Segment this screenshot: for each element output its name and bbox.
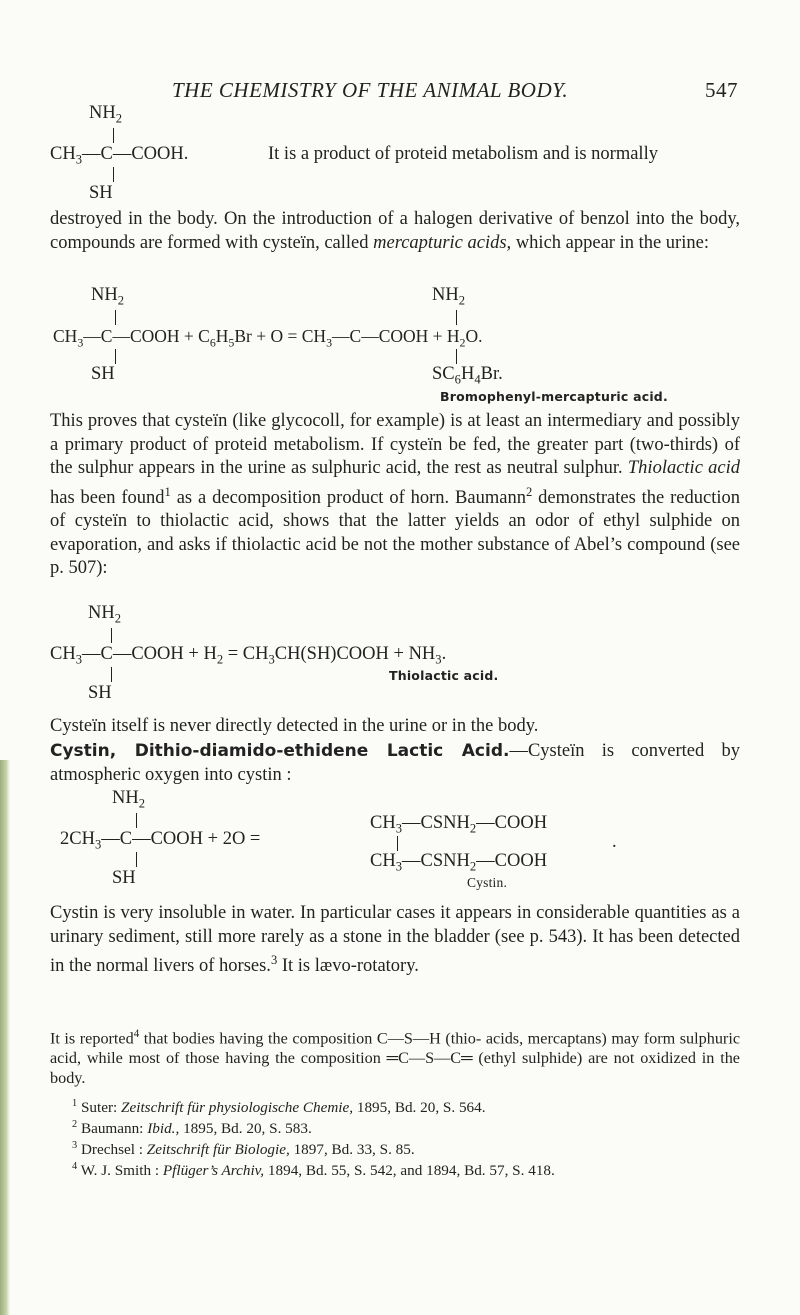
footnote-2: $^2$ Baumann: Ibid., 1895, Bd. 20, S. 583. <box>72 1119 312 1138</box>
formula-left: $2CH_3—C—COOH + 2O$ = <box>60 829 261 852</box>
bond-line <box>456 349 457 364</box>
paragraph-cystin-properties: Cystin is very insoluble in water. In particular cases it appears in considerable quantities as a urinary sediment, still more rarely as a stone in the bladder (see p. 543). It has been detected in the normal livers of horses.$^3$ It is lævo-rotatory. <box>50 903 740 977</box>
formula-bottom-group: SH <box>112 868 136 888</box>
bond-line <box>111 628 112 643</box>
bond-line <box>397 836 398 851</box>
footnote-4: $^4$ W. J. Smith : Pflüger’s Archiv, 1894, Bd. 55, S. 542, and 1894, Bd. 57, S. 418. <box>72 1161 555 1180</box>
formula-equation: $CH_3—C—COOH + C_6H_5Br + O$ = $CH_3—C—COOH + H_2O$. <box>53 326 483 350</box>
paragraph-thio-compounds: It is reported$^4$ that bodies having the composition C—S—H (thio- acids, mercaptans) may form sulphuric acid, while most of those having the composition ═C—S—C═ (ethyl sulphide) are not oxidized in the body. <box>50 1028 740 1088</box>
formula-sh-left: SH <box>91 364 115 384</box>
formula-label: Thiolactic acid. <box>389 668 499 683</box>
paragraph-cystein-detection: Cysteïn itself is never directly detected in the urine or in the body. <box>50 716 539 736</box>
formula-inline-text: It is a product of proteid metabolism and is normally <box>268 144 658 164</box>
footnote-ref-1: 1 <box>164 484 171 499</box>
formula-right-top: $CH_3—CSNH_2—COOH$ <box>370 813 548 836</box>
paragraph-mercapturic: destroyed in the body. On the introduction of a halogen derivative of benzol into the body, compounds are formed with cysteïn, called mercapturic acids, which appear in the urine: <box>50 209 740 253</box>
running-header: THE CHEMISTRY OF THE ANIMAL BODY. <box>172 78 569 102</box>
formula-top-group: $NH_2$ <box>88 603 122 626</box>
formula-label: Cystin. <box>467 875 508 890</box>
formula-nh2-right: $NH_2$ <box>432 285 466 308</box>
bond-line <box>115 349 116 364</box>
page-number: 547 <box>705 78 738 102</box>
term-mercapturic-acids: mercapturic acids, <box>373 232 512 253</box>
footnote-ref-2: 2 <box>525 484 533 499</box>
formula-top-group: $NH_2$ <box>89 103 123 126</box>
bond-line <box>115 310 116 325</box>
bond-line <box>113 167 114 182</box>
section-cystin: Cystin, Dithio-diamido-ethidene Lactic Acid.—Cysteïn is converted by atmospheric oxygen into cystin : <box>50 741 740 785</box>
formula-bottom-group: SH <box>89 183 113 203</box>
formula-sc6h4br: $SC_6H_4Br$. <box>432 364 503 387</box>
section-heading: Cystin, Dithio-diamido-ethidene Lactic Acid. <box>50 741 510 761</box>
term-thiolactic-acid: Thiolactic acid <box>627 458 741 478</box>
formula-label: Bromophenyl-mercapturic acid. <box>440 389 668 404</box>
formula-nh2-left: $NH_2$ <box>91 285 125 308</box>
page-binding-edge <box>0 760 10 1315</box>
bond-line <box>136 852 137 867</box>
formula-equation: $CH_3—C—COOH + H_2$ = $CH_3CH(SH)COOH + NH_3$. <box>50 644 447 667</box>
formula-main: $CH_3—C—COOH$. <box>50 144 189 167</box>
bond-line <box>111 667 112 682</box>
formula-period: . <box>612 832 617 852</box>
bond-line <box>113 128 114 143</box>
footnote-1: $^1$ Suter: Zeitschrift für physiologische Chemie, 1895, Bd. 20, S. 564. <box>72 1098 486 1117</box>
footnote-3: $^3$ Drechsel : Zeitschrift für Biologie, 1897, Bd. 33, S. 85. <box>72 1140 415 1159</box>
formula-bottom-group: SH <box>88 683 112 703</box>
bond-line <box>456 310 457 325</box>
bond-line <box>136 813 137 828</box>
footnotes <box>50 1095 740 1179</box>
paragraph-thiolactic: This proves that cysteïn (like glycocoll, for example) is at least an intermediary and possibly a primary product of proteid metabolism. If cysteïn be fed, the greater part (two-thirds) of the sulphur appears in the urine as sulphuric acid, the rest as neutral sulphur. Thiolactic acid has been found$^1$ as a decomposition product of horn. Baumann$^2$ demonstrates the reduction of cysteïn to thiolactic acid, shows that the latter yields an odor of ethyl sulphide on evaporation, and asks if thiolactic acid be not the mother substance of Abel’s compound (see p. 507): <box>50 411 741 579</box>
formula-right-bottom: $CH_3—CSNH_2—COOH$ <box>370 851 548 874</box>
formula-top-group: $NH_2$ <box>112 788 146 811</box>
footnote-ref-4: 4 <box>133 1028 140 1040</box>
footnote-ref-3: 3 <box>270 953 278 967</box>
